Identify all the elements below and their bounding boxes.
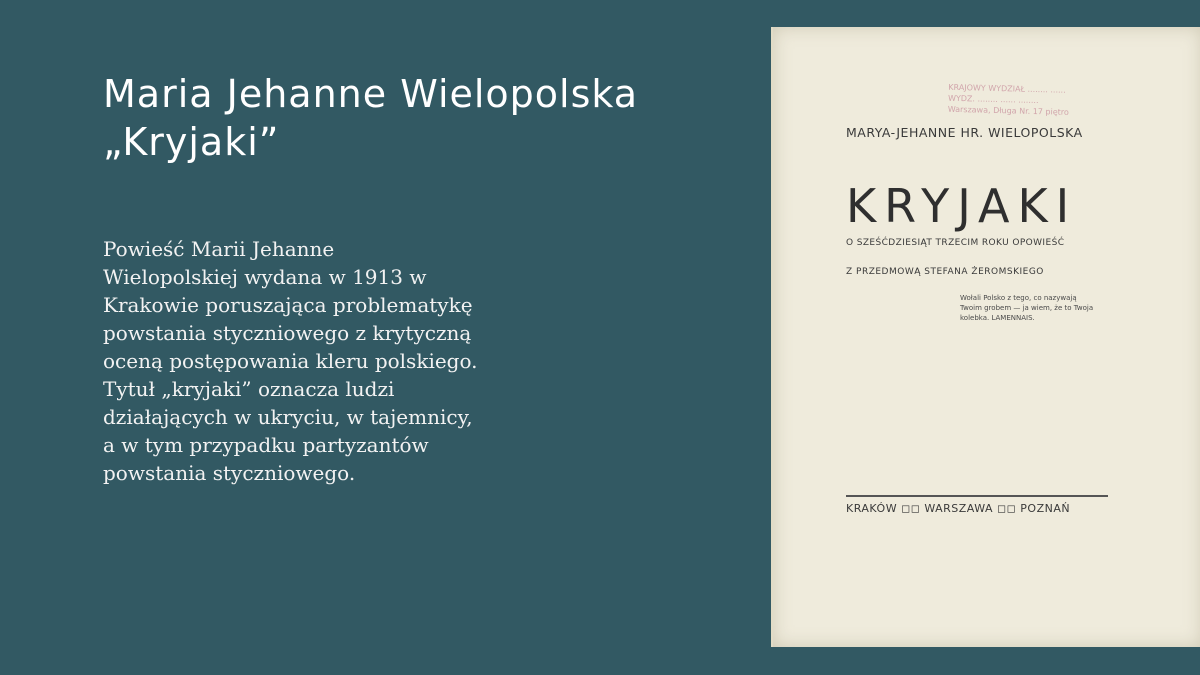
body-line: powstania styczniowego z krytyczną bbox=[103, 321, 472, 345]
body-line: działających w ukryciu, w tajemnicy, bbox=[103, 405, 473, 429]
publication-places: KRAKÓW ◻◻ WARSZAWA ◻◻ POZNAŃ bbox=[846, 502, 1071, 515]
motto-line: Twoim grobem — ja wiem, że to Twoja bbox=[960, 304, 1094, 312]
stamp-line: WYDZ. ........ ...... ........ bbox=[947, 93, 1039, 106]
title-line-1: Maria Jehanne Wielopolska bbox=[103, 72, 639, 116]
library-stamp bbox=[948, 82, 1199, 122]
stamp-line: KRAJOWY WYDZIAŁ ........ ...... bbox=[948, 82, 1066, 95]
body-line: oceną postępowania kleru polskiego. bbox=[103, 349, 478, 373]
body-line: powstania styczniowego. bbox=[103, 461, 356, 485]
body-line: Wielopolskiej wydana w 1913 w bbox=[103, 265, 427, 289]
title-line-2: „Kryjaki” bbox=[103, 120, 280, 164]
divider-line bbox=[846, 495, 1108, 497]
motto-line: kolebka. LAMENNAIS. bbox=[960, 314, 1035, 322]
book-subtitle: O SZEŚĆDZIESIĄT TRZECIM ROKU OPOWIEŚĆ bbox=[846, 238, 1065, 248]
motto-line: Wołali Polsko z tego, co nazywają bbox=[960, 294, 1077, 302]
book-author: MARYA-JEHANNE HR. WIELOPOLSKA bbox=[846, 125, 1083, 140]
book-motto bbox=[960, 293, 1160, 323]
body-line: Krakowie poruszająca problematykę bbox=[103, 293, 473, 317]
body-line: Tytuł „kryjaki” oznacza ludzi bbox=[103, 377, 395, 401]
book-title-page-image bbox=[771, 27, 1200, 647]
slide-title bbox=[103, 70, 743, 166]
book-title: KRYJAKI bbox=[846, 179, 1078, 233]
stamp-line: Warszawa, Długa Nr. 17 piętro bbox=[947, 104, 1069, 117]
body-line: Powieść Marii Jehanne bbox=[103, 237, 335, 261]
body-line: a w tym przypadku partyzantów bbox=[103, 433, 429, 457]
description-paragraph bbox=[103, 235, 563, 487]
book-preface-note: Z PRZEDMOWĄ STEFANA ŻEROMSKIEGO bbox=[846, 267, 1044, 277]
